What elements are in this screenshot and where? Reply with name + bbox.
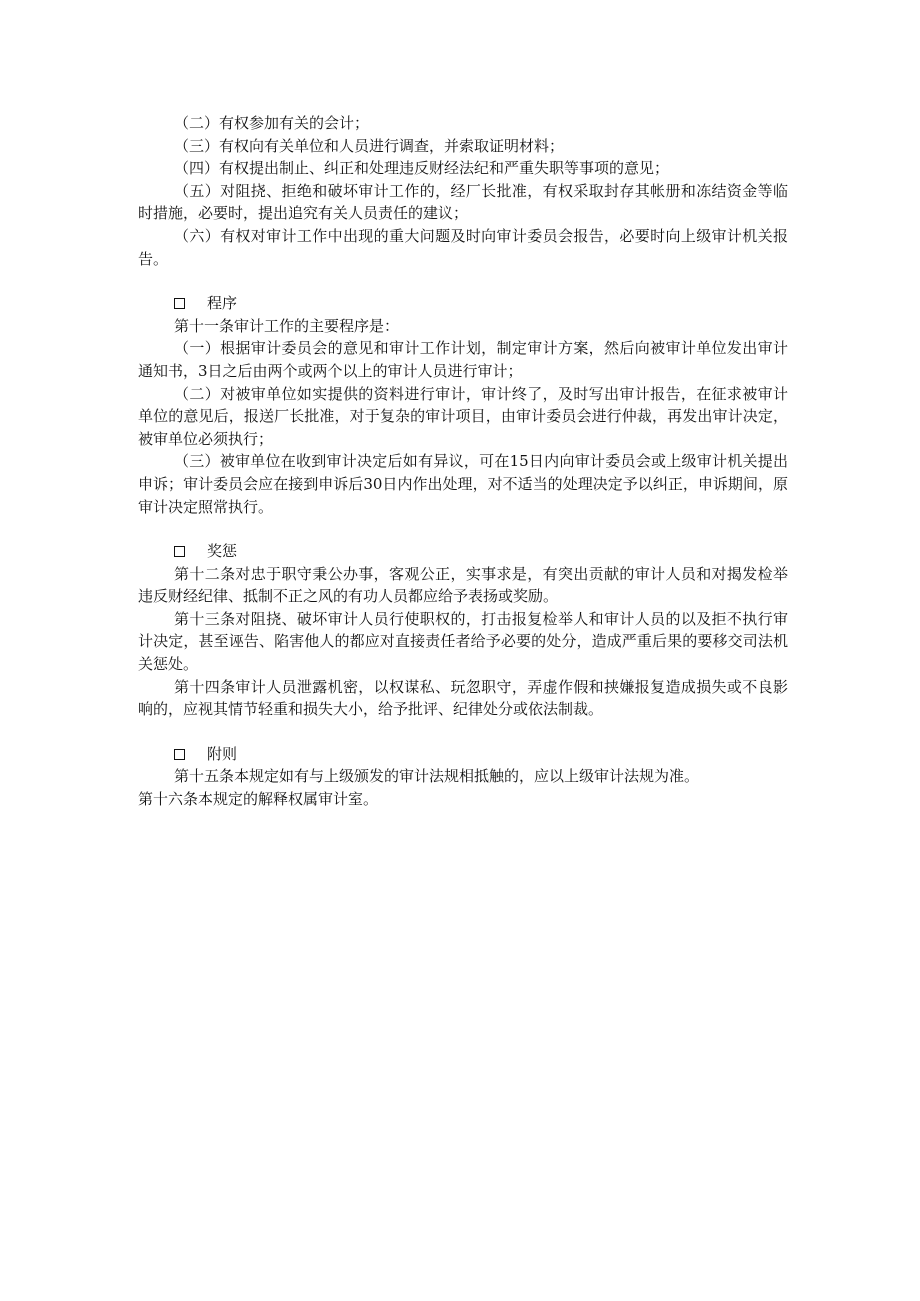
checkbox-square-icon (174, 749, 185, 760)
section-heading-rewards (138, 540, 788, 563)
procedure-item-1: （一）根据审计委员会的意见和审计工作计划，制定审计方案，然后向被审计单位发出审计通知书，3日之后由两个或两个以上的审计人员进行审计； (138, 339, 788, 380)
spacer (138, 721, 788, 743)
article-15: 第十五条本规定如有与上级颁发的审计法规相抵触的，应以上级审计法规为准。 (174, 767, 700, 786)
power-item-6: （六）有权对审计工作中出现的重大问题及时向审计委员会报告，必要时向上级审计机关报告。 (138, 226, 788, 268)
power-item-5: （五）对阻挠、拒绝和破坏审计工作的，经厂长批准，有权采取封存其帐册和冻结资金等临时措施，必要时，提出追究有关人员责任的建议； (138, 181, 788, 223)
article-12: 第十二条对忠于职守秉公办事，客观公正，实事求是，有突出贡献的审计人员和对揭发检举违反财经纪律、抵制不正之风的有功人员都应给予表扬或奖励。 (138, 564, 788, 606)
power-item-2: （二）有权参加有关的会计； (174, 114, 370, 132)
article-13: 第十三条对阻挠、破坏审计人员行使职权的，打击报复检举人和审计人员的以及拒不执行审计决定，甚至诬告、陷害他人的都应对直接责任者给予必要的处分，造成严重后果的要移交司法机关惩处。 (138, 609, 788, 674)
procedure-item-3: （三）被审单位在收到审计决定后如有异议，可在15日内向审计委员会或上级审计机关提出申诉；审计委员会应在接到申诉后30日内作出处理，对不适当的处理决定予以纠正，申诉期间，原审计决定照常执行。 (138, 452, 788, 516)
article-11-intro: 第十一条审计工作的主要程序是： (174, 316, 400, 335)
article-14: 第十四条审计人员泄露机密，以权谋私、玩忽职守，弄虚作假和挟嫌报复造成损失或不良影响的，应视其情节轻重和损失大小，给予批评、纪律处分或依法制裁。 (138, 677, 788, 719)
document-page (138, 112, 788, 811)
section-heading-appendix (138, 743, 788, 766)
article-16: 第十六条本规定的解释权属审计室。 (138, 790, 379, 809)
spacer (138, 270, 788, 292)
section-heading-procedure (138, 292, 788, 315)
spacer (138, 518, 788, 540)
checkbox-square-icon (174, 546, 185, 557)
procedure-item-2: （二）对被审单位如实提供的资料进行审计，审计终了，及时写出审计报告，在征求被审计单位的意见后，报送厂长批准，对于复杂的审计项目，由审计委员会进行仲裁，再发出审计决定，被审单位必须执行； (138, 384, 788, 448)
checkbox-square-icon (174, 298, 185, 309)
section-heading-label: 程序 (207, 294, 238, 313)
section-heading-label: 附则 (207, 744, 238, 763)
power-item-3: （三）有权向有关单位和人员进行调查，并索取证明材料； (174, 136, 565, 155)
section-heading-label: 奖惩 (207, 542, 238, 561)
power-item-4: （四）有权提出制止、纠正和处理违反财经法纪和严重失职等事项的意见； (174, 159, 670, 178)
